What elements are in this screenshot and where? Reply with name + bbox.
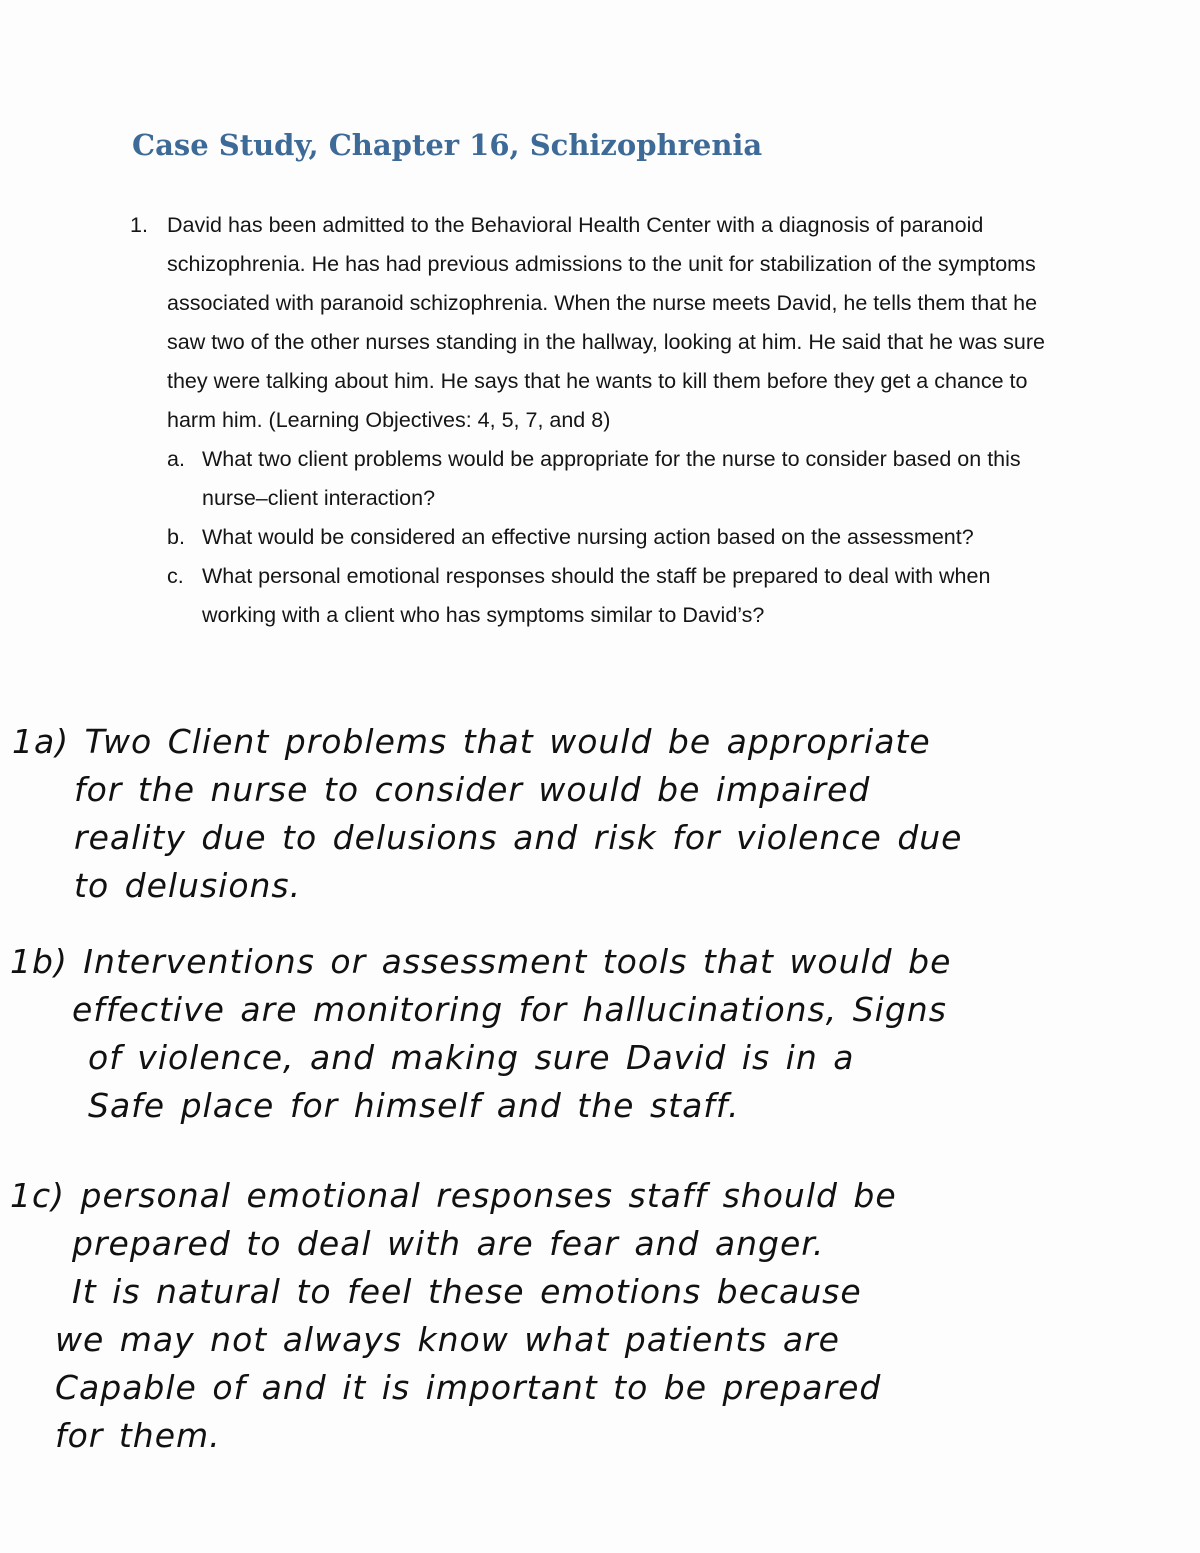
answer-line: prepared to deal with are fear and anger.	[72, 1224, 825, 1263]
answer-line: reality due to delusions and risk for violence due	[74, 818, 963, 857]
answer-line: 1c) personal emotional responses staff should be	[10, 1176, 897, 1215]
sub-question-letter: b.	[167, 525, 185, 549]
handwritten-answer-a	[12, 722, 963, 914]
sub-question-a	[167, 440, 1060, 518]
sub-question-text: What would be considered an effective nursing action based on the assessment?	[202, 525, 974, 549]
handwritten-answer-c	[10, 1176, 897, 1464]
answer-line: we may not always know what patients are	[55, 1320, 840, 1359]
sub-question-text: What two client problems would be appropriate for the nurse to consider based on this nurse–client interaction?	[202, 447, 1021, 510]
case-study-question	[130, 206, 1060, 635]
question-number: 1.	[130, 213, 148, 237]
answer-line: effective are monitoring for hallucinations, Signs	[72, 990, 947, 1029]
answer-line: Safe place for himself and the staff.	[88, 1086, 740, 1125]
answer-line: 1a) Two Client problems that would be appropriate	[12, 722, 931, 761]
sub-question-letter: a.	[167, 447, 185, 471]
answer-line: 1b) Interventions or assessment tools that would be	[10, 942, 952, 981]
question-text: David has been admitted to the Behavioral Health Center with a diagnosis of paranoid schizophrenia. He has had previous admissions to the unit for stabilization of the symptoms associated with paranoid schizophrenia. When the nurse meets David, he tells them that he saw two of the other nurses standing in the hallway, looking at him. He said that he was sure they were talking about him. He says that he wants to kill them before they get a chance to harm him. (Learning Objectives: 4, 5, 7, and 8)	[167, 213, 1045, 432]
answer-line: to delusions.	[74, 866, 302, 905]
handwritten-answer-b	[10, 942, 951, 1134]
answer-line: of violence, and making sure David is in a	[88, 1038, 855, 1077]
page-title: Case Study, Chapter 16, Schizophrenia	[132, 128, 763, 162]
question-row	[130, 206, 1060, 440]
sub-question-letter: c.	[167, 564, 184, 588]
sub-question-text: What personal emotional responses should the staff be prepared to deal with when working with a client who has symptoms similar to David’s?	[202, 564, 991, 627]
sub-question-b	[167, 518, 1060, 557]
sub-question-c	[167, 557, 1060, 635]
answer-line: Capable of and it is important to be prepared	[55, 1368, 882, 1407]
answer-line: for them.	[55, 1416, 221, 1455]
answer-line: for the nurse to consider would be impaired	[74, 770, 871, 809]
answer-line: It is natural to feel these emotions because	[72, 1272, 862, 1311]
